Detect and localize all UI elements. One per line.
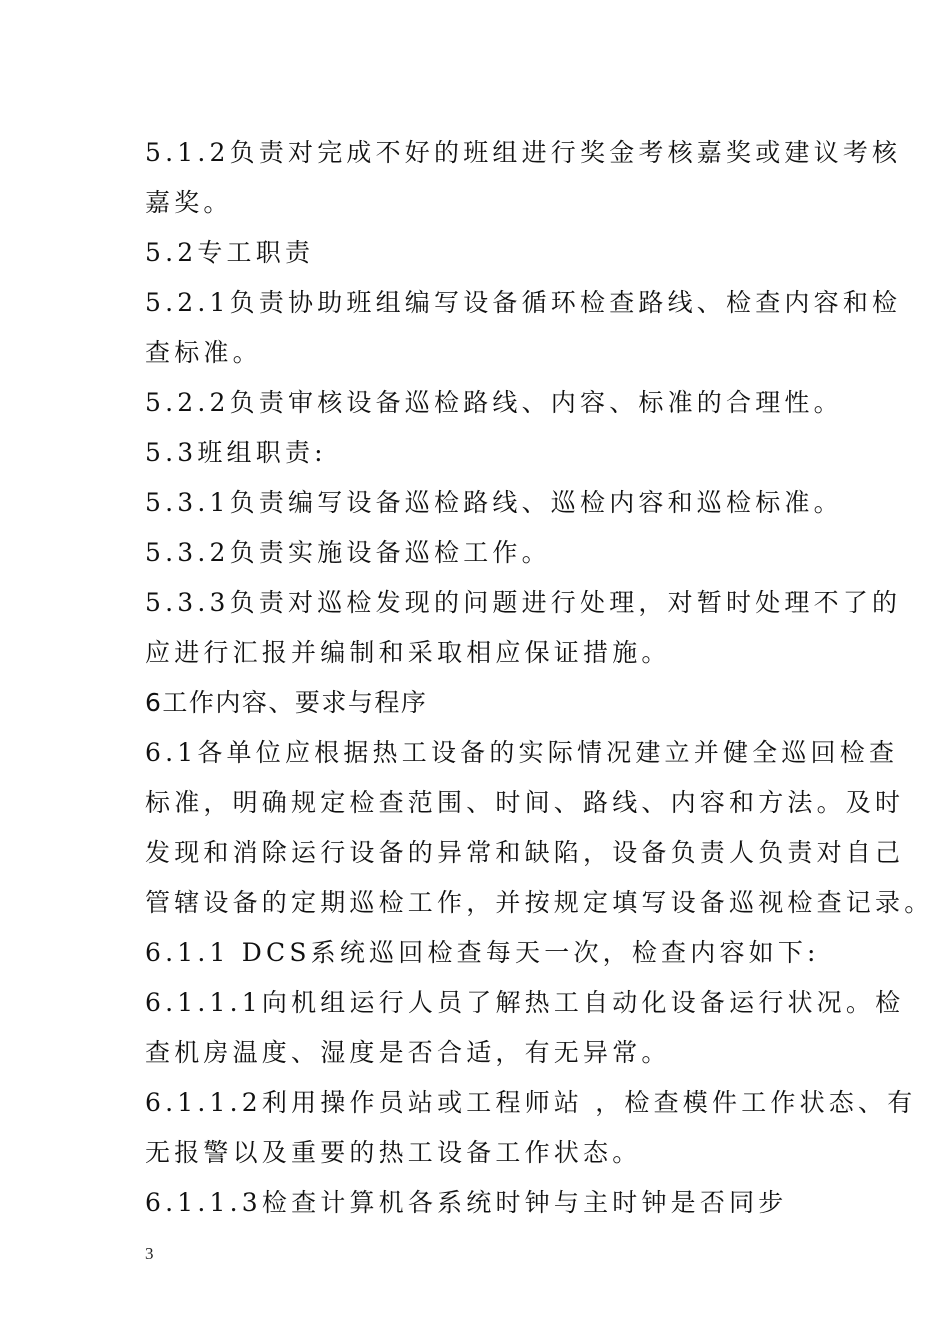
text-line: 管辖设备的定期巡检工作，并按规定填写设备巡视检查记录。 <box>145 888 934 917</box>
text-line: 嘉奖。 <box>145 188 233 217</box>
text-line: 5.2.1负责协助班组编写设备循环检查路线、检查内容和检 <box>145 288 902 317</box>
text-line: 查机房温度、湿度是否合适，有无异常。 <box>145 1038 671 1067</box>
text-line: 5.2专工职责 <box>145 238 315 267</box>
text-line: 6.1.1.3检查计算机各系统时钟与主时钟是否同步 <box>145 1188 788 1217</box>
text-line: 5.2.2负责审核设备巡检路线、内容、标准的合理性。 <box>145 388 843 417</box>
text-line: 5.3.1负责编写设备巡检路线、巡检内容和巡检标准。 <box>145 488 843 517</box>
document-body <box>145 128 934 1228</box>
text-line: 6.1.1.2利用操作员站或工程师站 ，检查模件工作状态、有 <box>145 1088 917 1117</box>
text-line: 发现和消除运行设备的异常和缺陷，设备负责人负责对自己 <box>145 838 905 867</box>
page-number: 3 <box>145 1244 154 1263</box>
text-line: 查标准。 <box>145 338 262 367</box>
text-line: 5.3.3负责对巡检发现的问题进行处理，对暂时处理不了的 <box>145 588 902 617</box>
text-line: 标准，明确规定检查范围、时间、路线、内容和方法。及时 <box>145 788 905 817</box>
text-line: 5.1.2负责对完成不好的班组进行奖金考核嘉奖或建议考核 <box>145 138 902 167</box>
text-line: 应进行汇报并编制和采取相应保证措施。 <box>145 638 671 667</box>
text-line: 无报警以及重要的热工设备工作状态。 <box>145 1138 642 1167</box>
section-heading: 6工作内容、要求与程序 <box>145 688 428 717</box>
text-line: 6.1各单位应根据热工设备的实际情况建立并健全巡回检查 <box>145 738 899 767</box>
text-line: 5.3.2负责实施设备巡检工作。 <box>145 538 551 567</box>
text-line: 5.3班组职责: <box>145 438 327 467</box>
text-line: 6.1.1 DCS系统巡回检查每天一次，检查内容如下: <box>145 938 820 967</box>
text-line: 6.1.1.1向机组运行人员了解热工自动化设备运行状况。检 <box>145 988 905 1017</box>
